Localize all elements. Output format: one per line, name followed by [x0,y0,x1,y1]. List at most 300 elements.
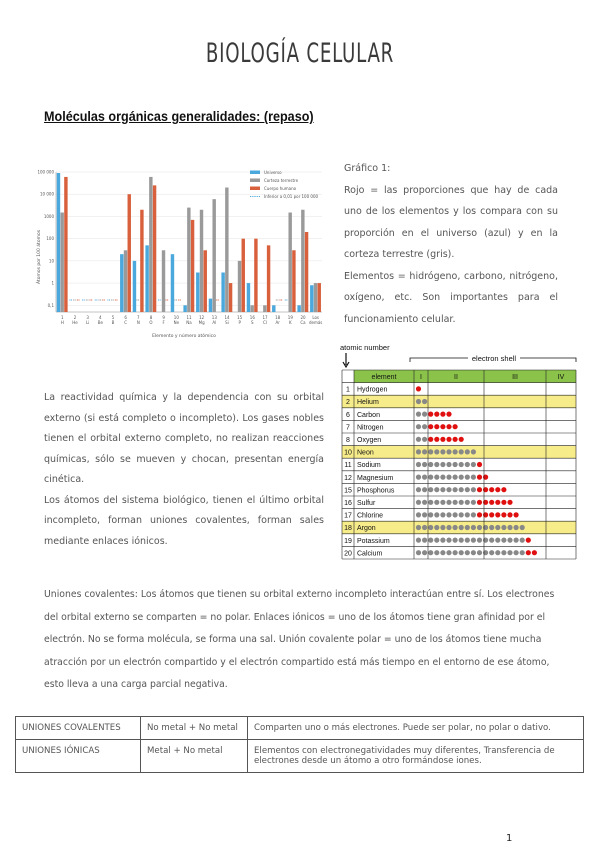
electron-dot [471,487,476,492]
element-name: Argon [357,525,376,533]
electron-dot [489,538,494,543]
electron-dot [434,550,439,555]
atomic-number: 10 [344,449,352,457]
x-tick-number: 12 [199,315,205,320]
legend-swatch [250,171,260,175]
bar-cuerpo-humano-demás [318,283,321,312]
bar-corteza-terrestre-k [288,213,291,312]
electron-dot [428,525,433,530]
electron-dot [434,412,439,417]
bar-universo-al [209,299,212,312]
reactivity-paragraph: La reactividad química y la dependencia con su orbital externo (si está completo o incompleto). Los gases nobles tienen el orbital externo completo, no realizan reacciones químicas, sólo se mueven y chocan, presentan energía cinética. [44,392,324,485]
electron-dot [459,487,464,492]
legend-swatch [250,179,260,183]
electron-dot [416,500,421,505]
bar-cuerpo-humano-mg [204,250,207,312]
electron-dot [465,525,470,530]
electron-dot [428,475,433,480]
x-tick-symbol: C [124,320,128,325]
electron-dot [416,424,421,429]
y-tick-label: 10 [48,258,54,264]
electron-dot [422,525,427,530]
electron-dot [422,512,427,517]
electron-dot [453,500,458,505]
electron-dot [501,512,506,517]
electron-dot [477,500,482,505]
bar-corteza-terrestre-s [250,305,253,312]
electron-dot [453,538,458,543]
electron-dot [459,437,464,442]
chart-ylabel: Átomos por 100 átomos [37,229,42,285]
electron-dot [471,449,476,454]
x-tick-symbol: B [111,320,115,325]
electron-dot [471,525,476,530]
x-tick-number: 15 [237,315,243,320]
electron-dot [477,487,482,492]
electron-dot [514,550,519,555]
element-name: Sulfur [357,500,376,507]
bar-universo-c [120,254,123,312]
electron-dot [459,525,464,530]
electron-shell-label: electron shell [471,354,517,363]
electron-dot [453,449,458,454]
electron-dot [416,512,421,517]
bar-universo-n [133,261,136,312]
electron-dot [428,437,433,442]
bar-universo-mg [196,272,199,312]
electron-dot [428,538,433,543]
bond-type-cell: UNIONES IÓNICAS [16,740,141,773]
electron-dot [446,449,451,454]
bar-universo-si [221,272,224,312]
atomic-number: 6 [346,411,350,419]
column-header-shell: II [454,374,458,381]
element-name: Chlorine [357,512,384,520]
electron-dot [507,538,512,543]
electron-dot [501,538,506,543]
x-tick-symbol: Si [225,320,229,325]
bond-types-table [15,716,584,773]
electron-dot [471,500,476,505]
column-header-element: element [371,374,397,381]
y-tick-label: 0,1 [47,302,54,308]
electron-dot [453,437,458,442]
electron-dot [459,512,464,517]
page-title: BIOLOGÍA CELULAR [205,38,395,69]
electron-dot [453,525,458,530]
electron-dot [446,512,451,517]
down-arrow-icon [343,353,349,367]
electron-dot [471,462,476,467]
x-tick-number: 13 [211,315,217,320]
x-tick-symbol: P [238,320,241,325]
x-tick-number: 6 [124,315,127,320]
electron-dot [446,437,451,442]
atomic-number: 16 [344,500,352,507]
electron-dot [440,449,445,454]
electron-dot [489,512,494,517]
element-name: Hydrogen [357,386,388,394]
electron-dot [453,462,458,467]
electron-shell-table [340,340,578,562]
electron-dot [453,424,458,429]
atomic-number: 18 [344,525,352,533]
x-tick-symbol: Mg [198,320,205,325]
electron-dot [440,462,445,467]
electron-dot [495,550,500,555]
table-row [16,717,584,740]
x-tick-number: 20 [300,315,306,320]
electron-dot [507,512,512,517]
atomic-number: 7 [346,424,350,432]
bar-corteza-terrestre-c [124,250,127,312]
column-header-shell: I [420,374,422,381]
bar-universo-ar [272,305,275,312]
electron-dot [434,500,439,505]
legend-entry: Corteza terrestre [264,178,299,183]
chart-xlabel: Elemento y número atómico [152,334,216,339]
element-name: Phosphorus [357,487,395,495]
x-tick-number: 11 [186,315,192,320]
electron-dot [477,512,482,517]
electron-dot [440,475,445,480]
electron-dot [422,412,427,417]
electron-dot [416,449,421,454]
electron-dot [446,500,451,505]
atomic-number: 11 [344,462,352,470]
electron-dot [434,525,439,530]
electron-dot [453,550,458,555]
electron-dot [416,550,421,555]
bar-cuerpo-humano-s [254,239,257,312]
electron-dot [434,462,439,467]
bar-cuerpo-humano-k [292,250,295,312]
element-name: Sodium [357,462,381,470]
electron-dot [507,500,512,505]
column-header-shell: IV [557,374,565,381]
caption-label: Gráfico 1: [344,163,391,174]
x-tick-symbol: H [60,320,64,325]
bar-cuerpo-humano-cl [267,245,270,312]
x-tick-number: 1 [61,315,64,320]
electron-dot [465,500,470,505]
column-header-shell: III [512,374,518,381]
bar-universo-ca [297,305,300,312]
bond-description-cell: Comparten uno o más electrones. Puede ser polar, no polar o dativo. [248,717,584,740]
x-tick-symbol: Li [85,320,90,325]
element-name: Nitrogen [357,424,384,432]
y-tick-label: 100 000 [37,169,54,175]
electron-dot [453,487,458,492]
electron-dot [495,538,500,543]
y-tick-label: 10 000 [40,191,54,197]
electron-dot [471,550,476,555]
bar-universo-demás [310,285,313,312]
electron-dot [453,475,458,480]
y-tick-label: 1000 [43,213,54,219]
electron-dot [434,512,439,517]
caption-elements-text: Elementos = hidrógeno, carbono, nitrógeno, oxígeno, etc. Son importantes para el funcionamiento celular. [344,270,558,325]
x-tick-number: 10 [173,315,179,320]
electron-dot [428,487,433,492]
electron-dot [422,424,427,429]
atomic-number: 8 [346,437,350,444]
chart-legend [250,170,319,199]
legend-swatch [250,187,260,191]
table-row [16,740,584,773]
electron-dot [489,487,494,492]
electron-dot [428,500,433,505]
electron-dot [416,538,421,543]
electron-dot [422,462,427,467]
electron-dot [440,437,445,442]
electron-dot [440,424,445,429]
electron-dot [465,475,470,480]
element-name: Calcium [357,550,383,558]
electron-dot [453,512,458,517]
x-tick-number: 14 [224,315,230,320]
bar-cuerpo-humano-na [191,220,194,312]
bar-corteza-terrestre-na [187,208,190,312]
element-name: Carbon [357,411,380,419]
electron-dot [440,550,445,555]
x-tick-number: 2 [73,315,77,320]
electron-dot [440,487,445,492]
caption-red-text: Rojo = las proporciones que hay de cada uno de los elementos y los compara con su proporción en el universo (azul) y en la corteza terrestre (gris). [344,184,558,260]
bar-corteza-terrestre-cl [263,305,266,312]
element-name: Oxygen [357,437,382,444]
section-subtitle: Moléculas orgánicas generalidades: (repaso) [44,108,314,124]
x-tick-number: 7 [137,315,140,320]
electron-dot [465,449,470,454]
electron-dot [434,449,439,454]
electron-dot [422,449,427,454]
electron-dot [422,475,427,480]
electron-dot [465,550,470,555]
x-tick-symbol: S [251,320,254,325]
electron-dot [477,538,482,543]
x-tick-symbol: F [162,320,165,325]
electron-dot [434,475,439,480]
x-tick-symbol: K [289,320,292,325]
electron-dot [520,550,525,555]
x-tick-number: Los [312,315,320,320]
x-tick-number: 16 [249,315,255,320]
electron-dot [422,437,427,442]
electron-dot [446,538,451,543]
electron-dot [440,525,445,530]
electron-dot [520,538,525,543]
bar-cuerpo-humano-o [153,185,156,312]
element-abundance-chart [34,162,326,344]
electron-dot [446,424,451,429]
x-tick-number: 8 [149,315,153,320]
electron-dot [471,538,476,543]
x-tick-symbol: Na [186,320,192,325]
x-tick-symbol: O [149,320,153,325]
electron-dot [422,550,427,555]
electron-dot [501,500,506,505]
bar-corteza-terrestre-si [225,188,228,312]
legend-entry: Cuerpo humano [264,186,297,191]
electron-dot [446,462,451,467]
bar-corteza-terrestre-p [238,261,241,312]
electron-dot [459,500,464,505]
y-tick-label: 100 [46,236,54,242]
electron-dot [459,449,464,454]
atomic-number-label: atomic number [340,343,390,352]
electron-dot [501,550,506,555]
electron-dot [495,512,500,517]
electron-dot [428,449,433,454]
element-name: Neon [357,449,374,457]
electron-dot [428,550,433,555]
electron-dot [416,399,421,404]
electron-dot [459,462,464,467]
x-tick-symbol: demás [308,320,323,325]
electron-dot [501,525,506,530]
x-tick-symbol: Ar [275,320,280,325]
electron-dot [440,538,445,543]
electron-dot [471,512,476,517]
electron-dot [428,412,433,417]
bar-corteza-terrestre-demás [314,283,317,312]
electron-dot [434,487,439,492]
electron-dot [514,538,519,543]
bar-universo-ne [171,254,174,312]
x-tick-symbol: N [136,320,140,325]
element-name: Magnesium [357,474,394,482]
electron-dot [471,475,476,480]
electron-dot [489,525,494,530]
electron-dot [416,475,421,480]
electron-dot [422,399,427,404]
electron-dot [416,386,421,391]
electron-dot [428,462,433,467]
electron-dot [507,550,512,555]
bar-corteza-terrestre-o [149,177,152,312]
electron-dot [416,525,421,530]
chart-caption [344,158,558,330]
electron-dot [422,487,427,492]
x-tick-symbol: Be [97,320,103,325]
bar-cuerpo-humano-h [64,177,67,312]
electron-dot [477,462,482,467]
bar-universo-o [145,245,148,312]
electron-dot [434,437,439,442]
electron-dot [514,512,519,517]
electron-dot [446,525,451,530]
bar-cuerpo-humano-p [242,239,245,312]
bond-description-cell: Elementos con electronegatividades muy diferentes, Transferencia de electrones desde un átomo a otro formándose iones. [248,740,584,773]
x-tick-symbol: Al [212,320,217,325]
electron-dot [526,538,531,543]
electron-dot [495,487,500,492]
bar-corteza-terrestre-f [162,250,165,312]
x-tick-number: 17 [262,315,268,320]
y-tick-label: 1 [51,280,54,286]
page-number: 1 [506,833,513,844]
electron-dot [459,550,464,555]
electron-dot [477,475,482,480]
electron-dot [416,462,421,467]
electron-dot [422,538,427,543]
x-tick-number: 18 [275,315,281,320]
x-tick-number: 5 [111,315,115,320]
bar-corteza-terrestre-h [60,213,63,312]
electron-dot [446,550,451,555]
electron-dot [428,512,433,517]
electron-dot [440,500,445,505]
electron-dot [416,412,421,417]
atomic-number: 20 [344,550,352,558]
x-tick-symbol: Ca [300,320,306,325]
atomic-number: 1 [346,386,350,394]
electron-dot [446,487,451,492]
atoms-paragraph: Los átomos del sistema biológico, tienen el último orbital incompleto, forman uniones covalentes, forman sales mediante enlaces iónicos. [44,494,324,547]
bar-corteza-terrestre-ca [301,210,304,312]
electron-dot [501,487,506,492]
x-tick-symbol: He [72,320,78,325]
electron-dot [477,525,482,530]
atomic-number: 12 [344,474,352,482]
electron-dot [520,525,525,530]
electron-dot [514,525,519,530]
electron-dot [465,512,470,517]
electron-dot [459,538,464,543]
reactivity-paragraphs [44,388,324,552]
bond-type-cell: UNIONES COVALENTES [16,717,141,740]
electron-dot [465,538,470,543]
atomic-number: 2 [346,399,350,407]
electron-dot [489,500,494,505]
electron-dot [434,424,439,429]
bar-cuerpo-humano-n [140,210,143,312]
electron-dot [422,500,427,505]
x-tick-number: 19 [287,315,293,320]
electron-dot [507,525,512,530]
electron-dot [477,550,482,555]
electron-dot [459,475,464,480]
electron-dot [446,412,451,417]
electron-dot [416,487,421,492]
bar-corteza-terrestre-mg [200,210,203,312]
bond-participants-cell: Metal + No metal [141,740,248,773]
x-tick-symbol: Cl [263,320,267,325]
legend-entry: Universo [264,170,282,175]
bar-universo-s [247,283,250,312]
electron-dot [446,475,451,480]
electron-dot [440,512,445,517]
bonds-paragraph: Uniones covalentes: Los átomos que tienen su orbital externo incompleto interactúan entre sí. Los electrones del orbital externo se comparten = no polar. Enlaces iónicos = uno de los átomos tiene gran afinidad por el electrón. No se forma molécula, se forma una sal. Unión covalente polar = uno de los átomos tiene mucha atracción por un electrón compartido y el electrón compartido está más tiempo en el entorno de ese átomo, esto lleva a una carga parcial negativa. [44,589,555,690]
element-name: Helium [357,399,379,407]
bar-corteza-terrestre-al [212,199,215,312]
electron-dot [489,550,494,555]
bar-cuerpo-humano-c [128,194,131,312]
x-tick-number: 4 [99,315,102,320]
bar-universo-na [183,305,186,312]
electron-dot [416,437,421,442]
bar-cuerpo-humano-ca [305,232,308,312]
electron-dot [465,487,470,492]
atomic-number: 19 [344,537,352,545]
x-tick-symbol: Ne [173,320,180,325]
element-name: Potassium [357,537,390,545]
electron-dot [495,525,500,530]
bar-universo-h [57,173,60,312]
electron-dot [428,424,433,429]
x-tick-number: 3 [86,315,89,320]
